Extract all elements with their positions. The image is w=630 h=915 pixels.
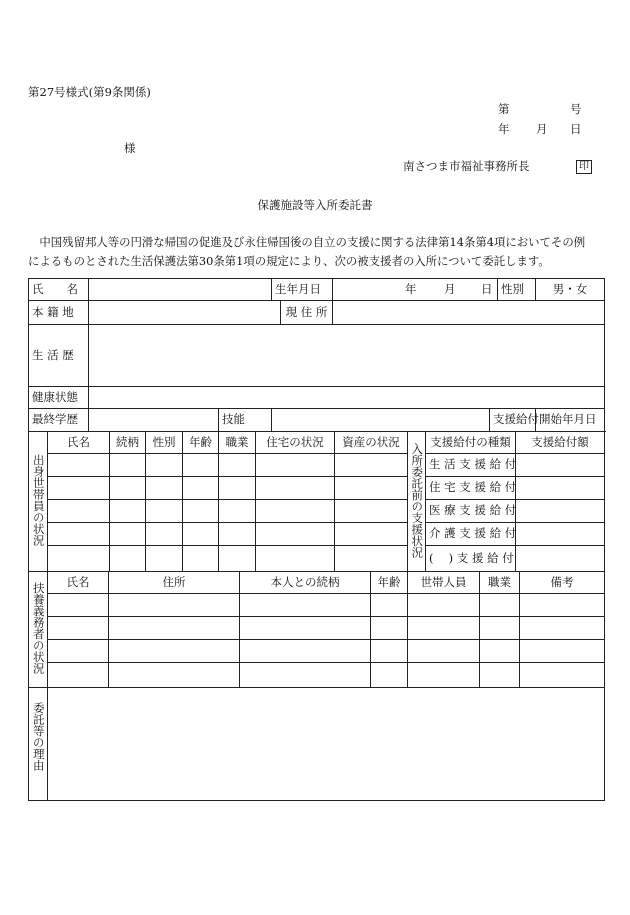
cell[interactable] [520, 640, 605, 663]
support-amount-medical[interactable] [516, 500, 605, 523]
cell[interactable] [183, 477, 219, 500]
household-row [29, 454, 605, 477]
cell[interactable] [48, 594, 109, 617]
cell[interactable] [219, 546, 256, 572]
cell[interactable] [183, 500, 219, 523]
household-col-name: 氏名 [48, 432, 110, 454]
cell[interactable] [48, 523, 110, 546]
cell[interactable] [335, 477, 408, 500]
date-day: 日 [570, 122, 582, 136]
support-type-header: 支援給付の種類 [426, 432, 516, 454]
obligors-side-cell [29, 572, 48, 688]
obligor-row [29, 594, 605, 617]
cell[interactable] [408, 640, 480, 663]
cell[interactable] [48, 617, 109, 640]
cell[interactable] [110, 546, 146, 572]
cell[interactable] [146, 454, 183, 477]
cell[interactable] [110, 454, 146, 477]
cell[interactable] [240, 640, 371, 663]
cell[interactable] [256, 546, 335, 572]
household-row [29, 500, 605, 523]
cell[interactable] [240, 617, 371, 640]
cell[interactable] [183, 546, 219, 572]
health-label: 健康状態 [29, 387, 89, 409]
education-label: 最終学歴 [29, 409, 89, 432]
cell[interactable] [335, 454, 408, 477]
body-text-line-2: によるものとされた生活保護法第30条第1項の規定により、次の被支援者の入所について委託します。 [28, 254, 550, 268]
cell[interactable] [480, 640, 520, 663]
household-col-age: 年齢 [183, 432, 219, 454]
obligor-row [29, 663, 605, 688]
cell[interactable] [146, 477, 183, 500]
household-col-assets: 資産の状況 [335, 432, 408, 454]
obligors-side-label: 扶養義務者の状況 [31, 582, 46, 675]
cell[interactable] [240, 663, 371, 688]
cell[interactable] [219, 454, 256, 477]
obligors-col-occupation: 職業 [480, 572, 520, 594]
cell[interactable] [48, 454, 110, 477]
cell[interactable] [371, 594, 408, 617]
household-table [28, 431, 605, 572]
household-col-occupation: 職業 [219, 432, 256, 454]
support-amount-care[interactable] [516, 523, 605, 546]
cell[interactable] [48, 546, 110, 572]
cell[interactable] [109, 663, 240, 688]
household-row [29, 477, 605, 500]
addressee-suffix: 様 [124, 141, 136, 155]
cell[interactable] [408, 663, 480, 688]
document-number-prefix: 第 [498, 102, 510, 116]
cell[interactable] [146, 523, 183, 546]
birth-date-label: 生年月日 [272, 279, 333, 301]
obligors-col-address: 住所 [109, 572, 240, 594]
cell[interactable] [480, 663, 520, 688]
address-field[interactable] [333, 301, 605, 325]
life-history-label: 生 活 歴 [29, 325, 89, 387]
birth-day-label: 日 [481, 282, 493, 296]
cell[interactable] [219, 500, 256, 523]
birth-year-label: 年 [405, 282, 417, 296]
household-side-label: 出身世帯員の状況 [31, 454, 46, 547]
obligors-table [28, 571, 605, 688]
birth-month-label: 月 [444, 282, 456, 296]
cell[interactable] [335, 500, 408, 523]
cell[interactable] [146, 500, 183, 523]
obligors-col-name: 氏名 [48, 572, 109, 594]
cell[interactable] [335, 546, 408, 572]
cell[interactable] [520, 663, 605, 688]
cell[interactable] [256, 454, 335, 477]
household-side-cell [29, 432, 48, 572]
support-amount-living[interactable] [516, 454, 605, 477]
household-col-housing: 住宅の状況 [256, 432, 335, 454]
sex-choice[interactable]: 男・女 [536, 279, 605, 301]
obligors-col-household-size: 世帯人員 [408, 572, 480, 594]
seal-mark: 印 [576, 160, 592, 174]
cell[interactable] [219, 477, 256, 500]
applicant-info-table [28, 278, 605, 432]
obligors-col-age: 年齢 [371, 572, 408, 594]
domicile-field[interactable] [89, 301, 281, 325]
education-field[interactable] [89, 409, 219, 432]
obligors-col-remarks: 備考 [520, 572, 605, 594]
household-col-relation: 続柄 [110, 432, 146, 454]
skill-field[interactable] [272, 409, 490, 432]
cell[interactable] [48, 640, 109, 663]
cell[interactable] [371, 663, 408, 688]
reason-table [28, 687, 605, 801]
cell[interactable] [146, 546, 183, 572]
cell[interactable] [256, 500, 335, 523]
life-history-field[interactable] [89, 325, 605, 387]
support-type-living: 生 活 支 援 給 付 [426, 454, 516, 477]
cell[interactable] [109, 617, 240, 640]
support-type-other: ( ) 支 援 給 付 [426, 546, 516, 572]
cell[interactable] [110, 477, 146, 500]
cell[interactable] [480, 594, 520, 617]
obligors-col-relationship: 本人との続柄 [240, 572, 371, 594]
support-amount-header: 支援給付額 [516, 432, 605, 454]
reason-side-cell [29, 688, 48, 801]
cell[interactable] [480, 617, 520, 640]
cell[interactable] [256, 477, 335, 500]
sex-label: 性別 [498, 279, 536, 301]
obligor-row [29, 640, 605, 663]
support-type-medical: 医 療 支 援 給 付 [426, 500, 516, 523]
support-type-housing: 住 宅 支 援 給 付 [426, 477, 516, 500]
household-row [29, 546, 605, 572]
address-label: 現 住 所 [281, 301, 333, 325]
support-type-care: 介 護 支 援 給 付 [426, 523, 516, 546]
birth-date-field[interactable] [333, 279, 498, 301]
cell[interactable] [408, 594, 480, 617]
pre-support-side-label: 入所委託前の支援状況 [410, 442, 425, 558]
cell[interactable] [256, 523, 335, 546]
date-month: 月 [536, 122, 548, 136]
cell[interactable] [520, 617, 605, 640]
skill-label: 技能 [219, 409, 272, 432]
cell[interactable] [240, 594, 371, 617]
domicile-label: 本 籍 地 [29, 301, 89, 325]
cell[interactable] [520, 594, 605, 617]
issuer-name: 南さつま市福祉事務所長 [403, 159, 530, 173]
household-row [29, 523, 605, 546]
cell[interactable] [48, 663, 109, 688]
cell[interactable] [110, 500, 146, 523]
support-amount-housing[interactable] [516, 477, 605, 500]
obligor-row [29, 617, 605, 640]
date-year: 年 [498, 122, 510, 136]
cell[interactable] [183, 454, 219, 477]
support-start-label: 支援給付開始年月日 [490, 409, 536, 432]
document-title: 保護施設等入所委託書 [257, 198, 373, 212]
pre-support-side-cell [408, 432, 426, 572]
cell[interactable] [109, 594, 240, 617]
support-amount-other[interactable] [516, 546, 605, 572]
reason-field[interactable] [48, 688, 605, 801]
name-field[interactable] [89, 279, 272, 301]
document-number-suffix: 号 [570, 102, 582, 116]
cell[interactable] [183, 523, 219, 546]
cell[interactable] [408, 617, 480, 640]
cell[interactable] [109, 640, 240, 663]
form-number: 第27号様式(第9条関係) [28, 85, 151, 99]
reason-side-label: 委託等の理由 [31, 702, 46, 771]
cell[interactable] [371, 640, 408, 663]
cell[interactable] [335, 523, 408, 546]
name-label: 氏 名 [29, 279, 89, 301]
cell[interactable] [219, 523, 256, 546]
household-col-sex: 性別 [146, 432, 183, 454]
cell[interactable] [371, 617, 408, 640]
cell[interactable] [110, 523, 146, 546]
health-field[interactable] [89, 387, 605, 409]
body-text-line-1: 中国残留邦人等の円滑な帰国の促進及び永住帰国後の自立の支援に関する法律第14条第4項においてその例 [28, 235, 586, 249]
cell[interactable] [48, 500, 110, 523]
cell[interactable] [48, 477, 110, 500]
